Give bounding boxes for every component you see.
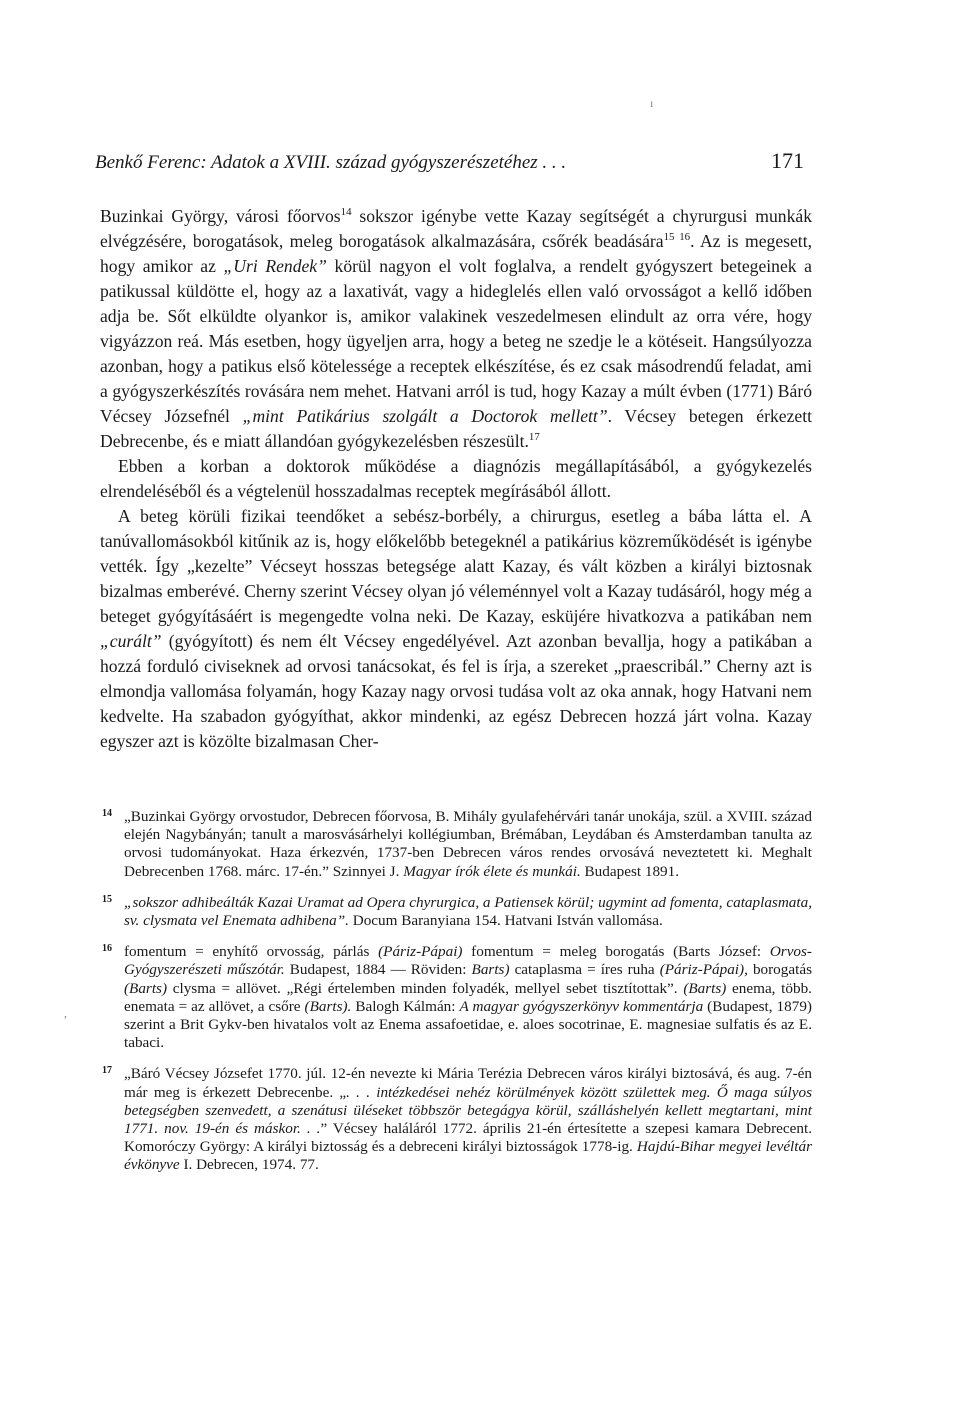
text-run: körül nagyon el volt foglalva, a rendelt gyógyszert betegeinek a patikussal küldötte el, hogy az a laxativát, vagy a hideglelés ellen való orvosságot a kellő időben adja be. Sőt elküldte olyankor is, amikor valakinek veszedelmesen elindult az orra vére, hogy vigyázzon reá. Más esetben, hogy ügyeljen arra, hogy a beteg ne szedje le a kötéseit. Hangsúlyozza azonban, hogy a patikus első kötelessége a receptek elkészítése, és ez csak másodrendű feladat, ami a gyógyszerkészítés rovására nem mehet. Hatvani arról is tud, hogy Kazay a múlt évben (1771) Báró Vécsey Józsefnél [100,256,812,426]
text-run: borogatás [747,961,812,979]
quoted-term: „curált” [100,631,162,651]
footnote-ref: 14 [340,206,352,219]
text-run: Budapest, 1884 — Röviden: [284,961,472,979]
text-run: I. Debrecen, 1974. 77. [179,1156,319,1174]
main-text [100,204,812,754]
footnote-17 [100,1065,812,1174]
text-run: fomentum = meleg borogatás (Barts József: [462,943,770,961]
text-run: sokszor igénybe vette Kazay segítségét a chyrurgusi munkák elvégzésére, borogatások, meleg borogatások alkalmazására, csőrék beadására [100,206,812,251]
footnote-number: 17 [102,1065,112,1077]
text-run: „Buzinkai György orvostudor, Debrecen főorvosa, B. Mihály gyulafehérvári tanár unokája, szül. a XVIII. század elején Nagybányán; tanult a marosvásárhelyi kollégiumban, Brémában, Leydában és Amsterdamban tanulta az orvosi tudományokat. Haza érkezvén, 1737-ben Debrecen város rendes orvosává neveztetett ki. Meghalt Debrecenben 1768. márc. 17-én.” Szinnyei J. [124,808,812,880]
footnote-15 [100,894,812,930]
text-run: . Vécsey betegen érkezett Debrecenbe, és e miatt állandóan gyógykezelésben részesült. [100,406,812,451]
italic-run: . . . intézkedései nehéz körülmények között születtek meg. Ő maga súlyos betegségben szenvedett, a szenátusi üléseket többször betegágya körül, szálláshelyén kellett megtartani, mint 1771. nov. 19-én és máskor. . . [124,1083,812,1138]
italic-run: (Páriz-Pápai), [659,961,748,979]
italic-run: (Páriz-Pápai) [378,943,463,961]
footnote-ref: 15 16 [663,231,691,244]
italic-run: (Barts). [304,997,352,1015]
italic-run: Orvos-Gyógyszerészeti műszótár. [124,943,812,979]
text-run: enema, több. enemata = az allövet, a csőre [124,979,812,1015]
text-run: clysma = allövet. „Régi értelemben minden folyadék, mellyel sebet tisztítottak”. [167,979,684,997]
text-run: Budapest 1891. [580,862,680,880]
text-run: Balogh Kálmán: [351,997,460,1015]
paragraph-3 [100,504,812,754]
quoted-term: „Uri Rendek” [223,256,327,276]
footnote-16 [100,943,812,1052]
running-title: Benkő Ferenc: Adatok a XVIII. század gyógyszerészetéhez . . . [95,152,567,173]
text-run: Buzinkai György, városi főorvos [100,206,341,226]
italic-run: Barts) [471,961,510,979]
page [95,148,813,1188]
text-run: (Budapest, 1879) szerint a Brit Gykv-ben hivatalos volt az Enema assafoetidae, e. aloes socotrinae, E. magnesiae sulfatis és az E. tabaci. [124,997,812,1052]
text-run: A beteg körüli fizikai teendőket a sebész-borbély, a chirurgus, esetleg a bába látta el. A tanúvallomásokból kitűnik az is, hogy előkelőbb betegeknél a patikárius közreműködését is igénybe vették. Így „kezelte” Vécseyt hosszas betegsége alatt Kazay, és vált közben a királyi biztosnak bizalmas emberévé. Cherny szerint Vécsey olyan jó véleménnyel volt a Kazay tudásáról, hogy még a beteget gyógyításáért is megengedte volna neki. De Kazay, esküjére hivatkozva a patikában nem [100,506,812,626]
italic-run: A magyar gyógyszerkönyv kommentárja [459,997,704,1015]
italic-run: (Barts) [683,979,727,997]
footnote-number: 15 [102,893,112,905]
scan-mark: ı [650,96,654,110]
text-run: cataplasma = íres ruha [509,961,660,979]
scan-mark: , [64,1006,67,1020]
footnote-number: 16 [102,943,112,955]
text-run: ” Vécsey haláláról 1772. április 21-én értesítette a szepesi kamara Debrecent. Komoróczy György: A királyi biztosság és a debreceni királyi biztosságok 1778-ig. [124,1120,812,1156]
italic-run: „sokszor adhibeálták Kazai Uramat ad Opera chyrurgica, a Patiensek körül; ugymint ad fomenta, cataplasmata, sv. clysmata vel Enemata adhibena”. [124,893,812,930]
text-run: (gyógyított) és nem élt Vécsey engedélyével. Azt azonban bevallja, hogy a patikában a hozzá forduló civiseknek ad orvosi tanácsokat, és fel is írja, a szereket „praescribál.” Cherny azt is elmondja vallomása folyamán, hogy Kazay nagy orvosi tudása volt az oka annak, hogy Hatvani nem kedvelte. Ha szabadon gyógyíthat, akkor mindenki, az egész Debrecen hozzá járt volna. Kazay egyszer azt is közölte bizalmasan Cher- [100,631,812,751]
paragraph-2: Ebben a korban a doktorok működése a diagnózis megállapításából, a gyógykezelés elrendeléséből és a végtelenül hosszadalmas receptek megírásából állott. [100,456,812,501]
italic-run: Magyar írók élete és munkái. [403,862,581,880]
text-run: . Az is megesett, hogy amikor az [100,231,812,276]
footnote-number: 14 [102,808,112,819]
quoted-term: „mint Patikárius szolgált a Doctorok mellett” [242,406,608,426]
text-run: fomentum = enyhítő orvosság, párlás [124,943,379,961]
footnotes [100,808,812,1175]
text-run: Docum Baranyiana 154. Hatvani István vallomása. [348,912,663,930]
page-number: 171 [771,148,804,173]
footnote-ref: 17 [528,431,540,444]
text-run: „Báró Vécsey Józsefet 1770. júl. 12-én nevezte ki Mária Terézia Debrecen város királyi biztosává, és aug. 7-én már meg is érkezett Debrecenbe. „ [124,1065,812,1101]
footnote-14 [100,808,812,881]
italic-run: Hajdú-Bihar megyei levéltár évkönyve [124,1138,813,1174]
italic-run: (Barts) [124,979,168,997]
running-header [95,148,812,174]
paragraph-1 [100,204,812,454]
